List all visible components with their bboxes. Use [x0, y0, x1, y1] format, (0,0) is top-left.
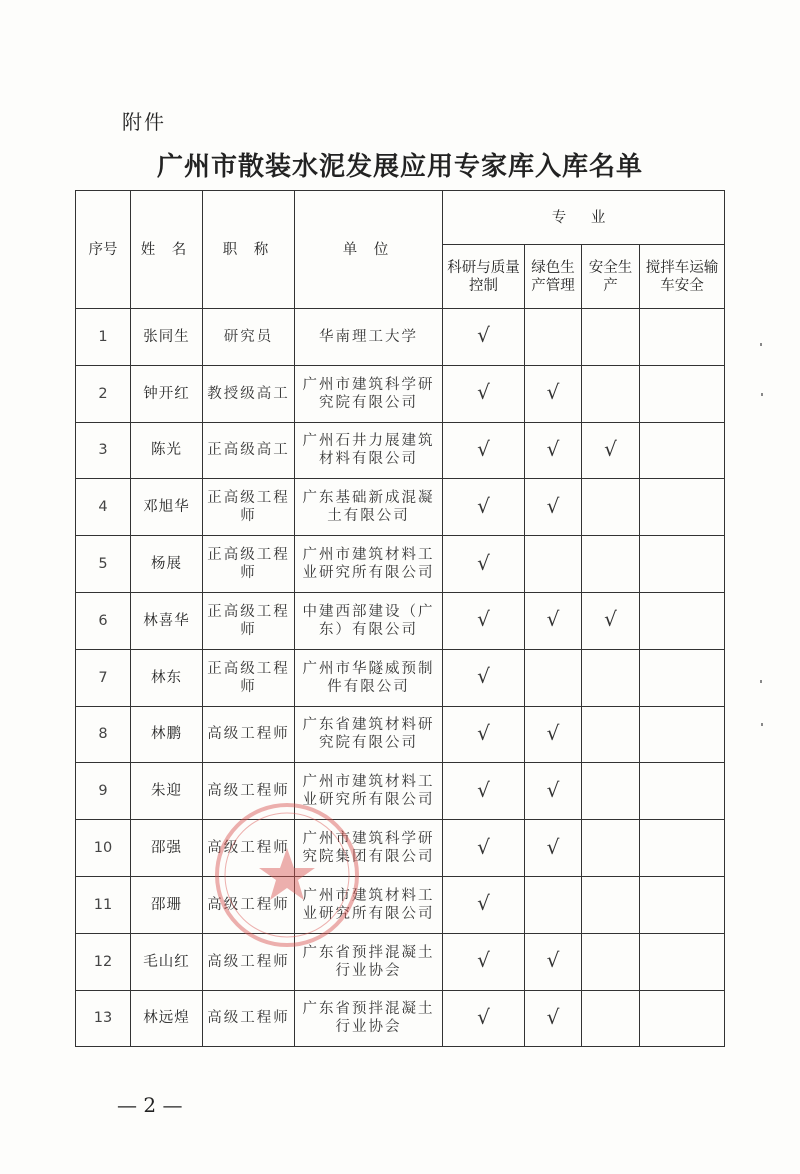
header-spec-green-production: 绿色生产管理 — [525, 245, 582, 309]
row-s3-cell — [582, 706, 640, 763]
row-s3-cell — [582, 309, 640, 366]
check-mark: √ — [477, 948, 490, 973]
row-title: 正高级工程师 — [203, 479, 295, 536]
row-s4-cell — [640, 763, 725, 820]
header-name: 姓 名 — [131, 191, 203, 309]
row-s3-cell — [582, 876, 640, 933]
row-s2-cell — [525, 933, 582, 990]
row-s4-cell — [640, 309, 725, 366]
row-s3-cell — [582, 365, 640, 422]
row-unit: 广州市建筑科学研究院集团有限公司 — [295, 820, 443, 877]
row-s3-cell — [582, 933, 640, 990]
row-unit: 广州市华隧威预制件有限公司 — [295, 649, 443, 706]
row-s1-cell — [443, 876, 525, 933]
check-mark: √ — [477, 1004, 490, 1029]
row-num: 8 — [76, 706, 131, 763]
row-s2-cell — [525, 309, 582, 366]
row-name: 杨展 — [131, 536, 203, 593]
row-unit: 广东省预拌混凝土行业协会 — [295, 933, 443, 990]
row-s1-cell — [443, 309, 525, 366]
row-s1-cell — [443, 649, 525, 706]
check-mark: √ — [546, 948, 560, 973]
row-title: 教授级高工 — [203, 365, 295, 422]
check-mark: √ — [546, 607, 560, 632]
row-title: 正高级工程师 — [203, 649, 295, 706]
row-title: 高级工程师 — [203, 876, 295, 933]
table-row — [76, 763, 725, 820]
header-spec-safety-production: 安全生产 — [582, 245, 640, 309]
row-s2-cell — [525, 479, 582, 536]
row-s1-cell — [443, 763, 525, 820]
header-spec-research-quality: 科研与质量控制 — [443, 245, 525, 309]
row-s1-cell — [443, 479, 525, 536]
row-s2-cell — [525, 536, 582, 593]
row-s4-cell — [640, 990, 725, 1047]
row-s4-cell — [640, 479, 725, 536]
check-mark: √ — [477, 720, 490, 745]
header-num: 序号 — [76, 191, 131, 309]
row-s4-cell — [640, 592, 725, 649]
expert-roster-table — [75, 190, 725, 1047]
row-s2-cell — [525, 422, 582, 479]
table-row — [76, 990, 725, 1047]
table-row — [76, 649, 725, 706]
row-s2-cell — [525, 990, 582, 1047]
check-mark: √ — [546, 720, 560, 745]
row-num: 9 — [76, 763, 131, 820]
row-name: 邵强 — [131, 820, 203, 877]
row-s4-cell — [640, 536, 725, 593]
check-mark: √ — [546, 1004, 560, 1029]
check-mark: √ — [546, 777, 560, 802]
row-s2-cell — [525, 820, 582, 877]
row-s4-cell — [640, 422, 725, 479]
row-name: 朱迎 — [131, 763, 203, 820]
header-specialty: 专 业 — [443, 191, 725, 245]
check-mark: √ — [477, 323, 490, 348]
row-num: 7 — [76, 649, 131, 706]
table-row — [76, 592, 725, 649]
row-s1-cell — [443, 536, 525, 593]
table-row — [76, 876, 725, 933]
row-name: 钟开红 — [131, 365, 203, 422]
row-s2-cell — [525, 649, 582, 706]
row-num: 10 — [76, 820, 131, 877]
row-unit: 广州市建筑科学研究院有限公司 — [295, 365, 443, 422]
row-s2-cell — [525, 763, 582, 820]
row-s3-cell — [582, 649, 640, 706]
row-unit: 广州石井力展建筑材料有限公司 — [295, 422, 443, 479]
row-unit: 中建西部建设（广东）有限公司 — [295, 592, 443, 649]
check-mark: √ — [604, 436, 617, 461]
row-title: 研究员 — [203, 309, 295, 366]
row-s1-cell — [443, 820, 525, 877]
table-row — [76, 706, 725, 763]
check-mark: √ — [477, 493, 490, 518]
row-s4-cell — [640, 876, 725, 933]
attachment-label: 附件 — [122, 110, 166, 134]
row-s1-cell — [443, 990, 525, 1047]
row-name: 林鹏 — [131, 706, 203, 763]
row-s4-cell — [640, 365, 725, 422]
row-name: 林远煌 — [131, 990, 203, 1047]
row-title: 正高级高工 — [203, 422, 295, 479]
row-num: 6 — [76, 592, 131, 649]
row-unit: 广州市建筑材料工业研究所有限公司 — [295, 536, 443, 593]
row-title: 正高级工程师 — [203, 536, 295, 593]
row-s3-cell — [582, 536, 640, 593]
check-mark: √ — [604, 607, 617, 632]
row-s1-cell — [443, 933, 525, 990]
row-num: 1 — [76, 309, 131, 366]
row-s4-cell — [640, 706, 725, 763]
table-row — [76, 309, 725, 366]
document-title: 广州市散装水泥发展应用专家库入库名单 — [156, 152, 643, 182]
row-title: 高级工程师 — [203, 706, 295, 763]
row-name: 邵珊 — [131, 876, 203, 933]
check-mark: √ — [477, 436, 490, 461]
row-unit: 广州市建筑材料工业研究所有限公司 — [295, 876, 443, 933]
row-unit: 广东基础新成混凝土有限公司 — [295, 479, 443, 536]
check-mark: √ — [477, 550, 490, 575]
row-num: 2 — [76, 365, 131, 422]
check-mark: √ — [477, 664, 490, 689]
row-s4-cell — [640, 820, 725, 877]
table-row — [76, 365, 725, 422]
row-name: 林东 — [131, 649, 203, 706]
check-mark: √ — [546, 380, 560, 405]
check-mark: √ — [477, 380, 490, 405]
header-spec-truck-safety: 搅拌车运输车安全 — [640, 245, 725, 309]
row-s1-cell — [443, 365, 525, 422]
table-row — [76, 536, 725, 593]
row-name: 张同生 — [131, 309, 203, 366]
table-row — [76, 422, 725, 479]
row-s4-cell — [640, 933, 725, 990]
row-unit: 广东省预拌混凝土行业协会 — [295, 990, 443, 1047]
header-title: 职 称 — [203, 191, 295, 309]
row-s1-cell — [443, 592, 525, 649]
check-mark: √ — [477, 777, 490, 802]
row-name: 林喜华 — [131, 592, 203, 649]
row-name: 毛山红 — [131, 933, 203, 990]
row-title: 高级工程师 — [203, 933, 295, 990]
row-title: 高级工程师 — [203, 820, 295, 877]
row-s2-cell — [525, 592, 582, 649]
row-s3-cell — [582, 990, 640, 1047]
row-num: 4 — [76, 479, 131, 536]
check-mark: √ — [546, 436, 560, 461]
row-unit: 广州市建筑材料工业研究所有限公司 — [295, 763, 443, 820]
check-mark: √ — [546, 834, 560, 859]
check-mark: √ — [477, 607, 490, 632]
row-title: 高级工程师 — [203, 763, 295, 820]
row-s2-cell — [525, 365, 582, 422]
row-num: 13 — [76, 990, 131, 1047]
table-row — [76, 479, 725, 536]
page-number: — 2 — — [117, 1093, 183, 1117]
row-s1-cell — [443, 422, 525, 479]
row-title: 高级工程师 — [203, 990, 295, 1047]
row-unit: 华南理工大学 — [295, 309, 443, 366]
row-unit: 广东省建筑材料研究院有限公司 — [295, 706, 443, 763]
row-s2-cell — [525, 706, 582, 763]
row-s3-cell — [582, 763, 640, 820]
row-num: 12 — [76, 933, 131, 990]
row-num: 5 — [76, 536, 131, 593]
table-row — [76, 820, 725, 877]
table-row — [76, 933, 725, 990]
row-s2-cell — [525, 876, 582, 933]
row-s3-cell — [582, 479, 640, 536]
row-name: 邓旭华 — [131, 479, 203, 536]
row-title: 正高级工程师 — [203, 592, 295, 649]
row-num: 11 — [76, 876, 131, 933]
row-s3-cell — [582, 422, 640, 479]
row-num: 3 — [76, 422, 131, 479]
row-s3-cell — [582, 820, 640, 877]
row-name: 陈光 — [131, 422, 203, 479]
check-mark: √ — [546, 493, 560, 518]
row-s4-cell — [640, 649, 725, 706]
check-mark: √ — [477, 834, 490, 859]
header-unit: 单 位 — [295, 191, 443, 309]
check-mark: √ — [477, 891, 490, 916]
row-s3-cell — [582, 592, 640, 649]
row-s1-cell — [443, 706, 525, 763]
